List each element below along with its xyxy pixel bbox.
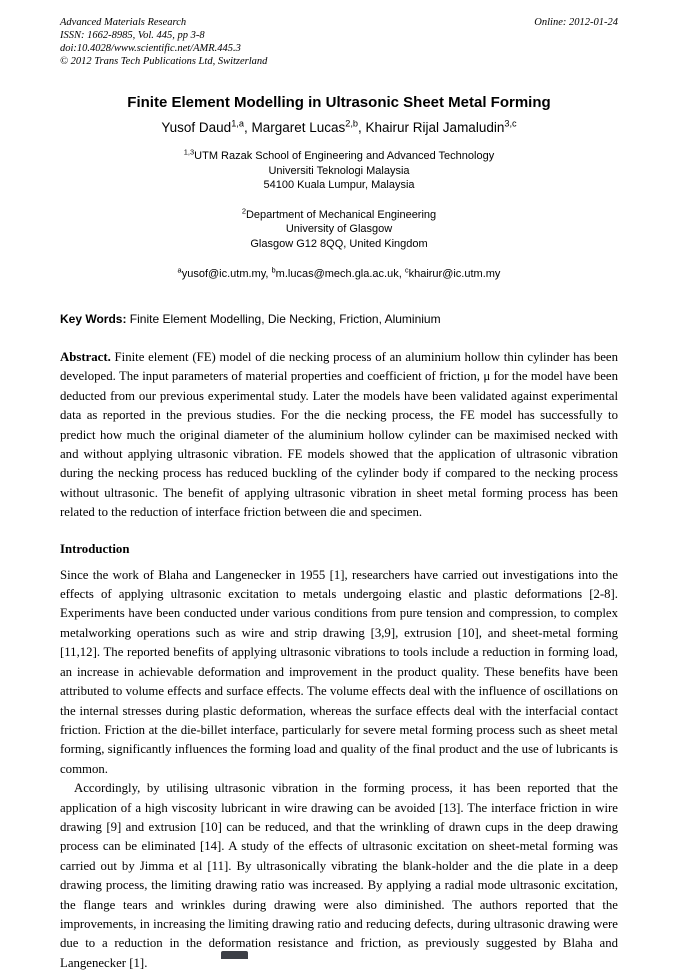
author-name-2: , Margaret Lucas [243,120,346,135]
affiliation-1-line-2: Universiti Teknologi Malaysia [268,164,410,177]
affiliation-2-line-3: Glasgow G12 8QQ, United Kingdom [250,237,428,250]
email-sup-a: a [177,265,182,275]
page-bottom-stamp [221,951,248,959]
email-a: yusof@ic.utm.my, [181,268,272,280]
author-name-3: , Khairur Rijal Jamaludin [358,120,505,135]
email-sup-c: c [404,265,409,275]
keywords-label: Key Words: [60,312,127,326]
email-sup-b: b [271,265,276,275]
keywords-line [60,312,618,327]
intro-paragraph-2: Accordingly, by utilising ultrasonic vibration in the forming process, it has been reported that the application of a high viscosity lubricant in wire drawing can be avoided [13]. The interface friction in wire drawing [9] and extrusion [10] can be reduced, and that the wrinkling of drawn cups in the deep drawing process can be eliminated [14]. A study of the effects of ultrasonic excitation on sheet-metal forming was carried out by Jimma et al [11]. By ultrasonically vibrating the blank-holder and the die plate in a deep drawing process, the limiting drawing ratio was increased. By applying a radial mode ultrasonic excitation, the flange tears and wrinkles during drawing were also diminished. The authors reported that the improvements, in increasing the limiting drawing ratio and reducing defects, during ultrasonic drawing were due to a reduction in the deformation resistance and friction, as previously suggested by Blaha and Langenecker [1]. [60,781,618,970]
affiliation-1-line-1: $^{1,3}$UTM Razak School of Engineering and Advanced Technology [183,147,495,162]
affiliation-2-sup: 2 [241,205,246,215]
email-b: m.lucas@mech.gla.ac.uk, [275,268,405,280]
author-sup-3: 3,c [504,118,517,129]
online-date: Online: 2012-01-24 [534,17,618,28]
paper-title: Finite Element Modelling in Ultrasonic Sheet Metal Forming [127,94,551,111]
affiliation-1-line-3: 54100 Kuala Lumpur, Malaysia [263,179,415,191]
keywords-text: Finite Element Modelling, Die Necking, Friction, Aluminium [126,312,441,326]
issn-line: ISSN: 1662-8985, Vol. 445, pp 3-8 [60,30,205,41]
emails-line [60,267,618,281]
intro-paragraph-1: Since the work of Blaha and Langenecker in 1955 [1], researchers have carried out investigations into the effects of applying ultrasonic excitation to metals undergoing elastic and plastic deformations [2-8]. Experiments have been conducted under various conditions from pure tension and compression, to complex metalworking operations such as wire and strip drawing [3,9], extrusion [10], and sheet-metal forming [11,12]. The reported benefits of applying ultrasonic vibrations to tools include a reduction in forming load, an increase in achievable deformation and improvement in the product quality. These benefits have been attributed to volume effects and surface effects. The volume effects deal with the influence of oscillations on the internal stresses during plastic deformation, whereas the surface effects deal with the interfacial contact friction. Friction at the die-billet interface, particularly for severe metal forming process such as sheet metal forming, significantly influences the forming load and quality of the final product and the use of lubricants is common. [60,567,618,776]
email-c: khairur@ic.utm.my [408,268,501,280]
affiliation-2-line-2: University of Glasgow [285,223,393,235]
authors-line [60,119,618,136]
affiliation-2-line-1: $^2$Department of Mechanical Engineering [241,205,437,221]
author-name-1: Yusof Daud [161,120,232,135]
abstract-text: Finite element (FE) model of die necking process of an aluminium hollow thin cylinder has been developed. The input parameters of material properties and coefficient of friction, μ for the model have been deducted from our previous experimental study. Later the models have been validated against experimental data as reported in the previous studies. For the die necking process, the FE model has successfully to predict how much the original diameter of the aluminium hollow cylinder can be maximised necked with and without applying ultrasonic vibration. FE models showed that the application of ultrasonic vibration during the necking process has reduced buckling of the cylinder body if compared to the necking process without ultrasonic. The benefit of applying ultrasonic vibration in sheet metal forming process has been related to the reduction of interface friction between die and specimen. [60,350,618,520]
copyright-line: © 2012 Trans Tech Publications Ltd, Switzerland [60,56,268,67]
author-sup-2: 2,b [345,118,359,129]
doi-line: doi:10.4028/www.scientific.net/AMR.445.3 [60,43,241,54]
section-heading-introduction: Introduction [60,541,130,556]
author-sup-1: 1,a [231,118,244,129]
journal-header-left [60,16,267,68]
affiliation-2 [60,205,618,252]
abstract-label: Abstract. [60,350,111,364]
abstract-paragraph [60,348,618,523]
affiliation-1-sup: 1,3 [183,147,195,157]
affiliation-1 [60,149,618,193]
journal-header [60,16,618,68]
journal-name: Advanced Materials Research [60,17,187,28]
